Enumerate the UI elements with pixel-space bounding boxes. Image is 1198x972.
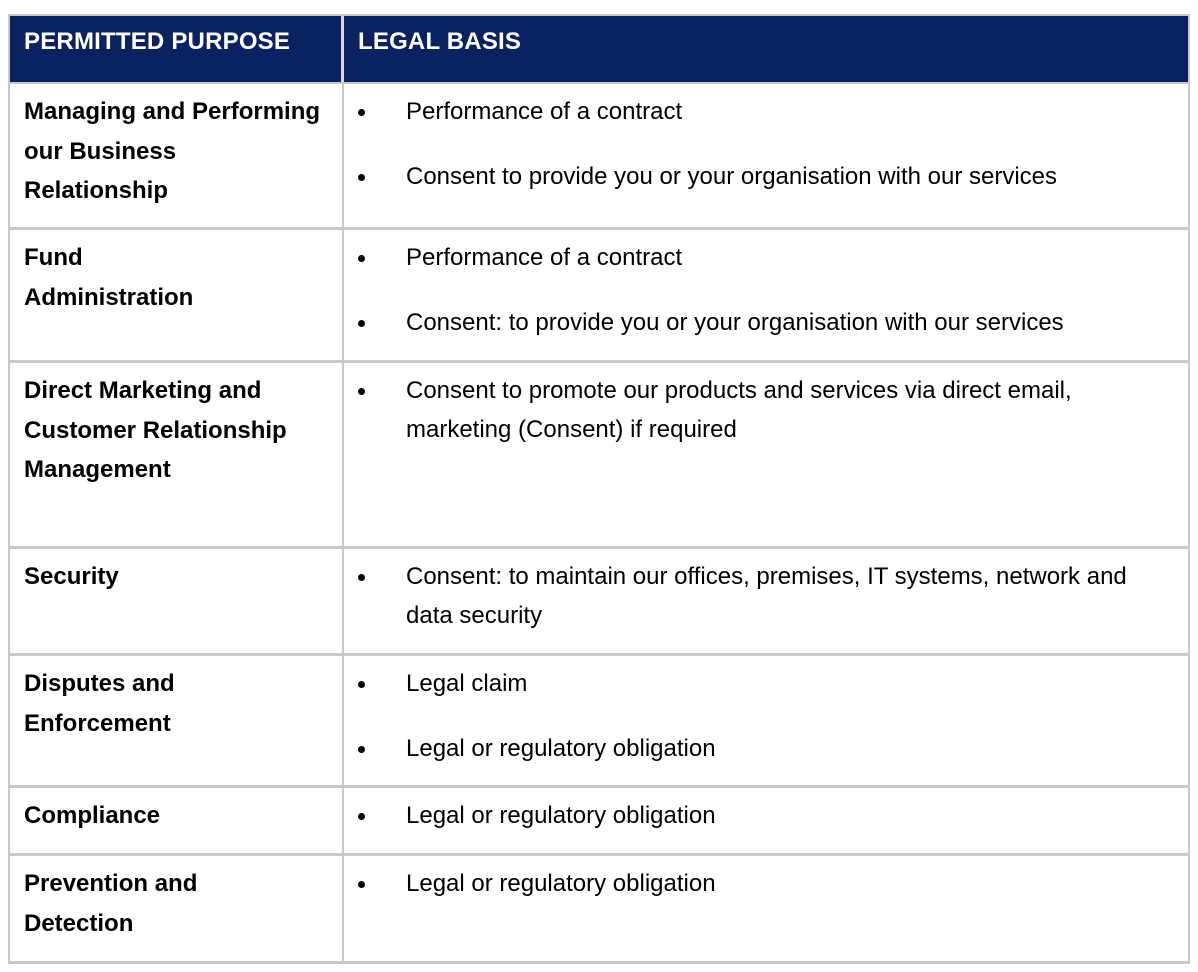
basis-cell xyxy=(344,788,1190,853)
purpose-cell: Managing and Performing our Business Relationship xyxy=(24,98,321,204)
list-item: Legal or regulatory obligation xyxy=(344,864,1168,903)
table-row xyxy=(10,856,1190,964)
bullet-icon xyxy=(358,681,365,688)
list-item: Performance of a contract xyxy=(344,92,1168,131)
table-row xyxy=(10,788,1190,856)
bullet-icon xyxy=(358,574,365,581)
bullet-icon xyxy=(358,174,365,181)
table-row xyxy=(10,363,1190,549)
table-row xyxy=(10,549,1190,656)
list-item: Performance of a contract xyxy=(344,238,1168,277)
header-legal-basis: LEGAL BASIS xyxy=(344,16,1190,82)
basis-cell xyxy=(344,549,1190,653)
list-item: Consent to provide you or your organisation with our services xyxy=(344,157,1168,196)
list-item: Consent: to provide you or your organisation with our services xyxy=(344,303,1168,342)
header-permitted-purpose: PERMITTED PURPOSE xyxy=(10,16,344,82)
table-row xyxy=(10,230,1190,363)
purpose-cell: Security xyxy=(24,563,119,590)
list-item: Legal claim xyxy=(344,664,1168,703)
purpose-cell: Fund Administration xyxy=(24,244,194,311)
bullet-icon xyxy=(358,320,365,327)
list-item: Legal or regulatory obligation xyxy=(344,796,1168,835)
bullet-icon xyxy=(358,881,365,888)
table-row xyxy=(10,84,1190,230)
bullet-icon xyxy=(358,813,365,820)
basis-list xyxy=(344,238,1168,342)
basis-cell xyxy=(344,84,1190,227)
table-header-row xyxy=(10,16,1190,84)
basis-list xyxy=(344,557,1168,635)
table-row xyxy=(10,656,1190,788)
basis-list xyxy=(344,92,1168,196)
purpose-cell: Prevention and Detection xyxy=(24,870,198,937)
basis-cell xyxy=(344,856,1190,961)
basis-list xyxy=(344,864,1168,903)
basis-list xyxy=(344,371,1168,449)
list-item: Consent: to maintain our offices, premises, IT systems, network and data security xyxy=(344,557,1168,635)
basis-cell xyxy=(344,363,1190,546)
basis-list xyxy=(344,796,1168,835)
bullet-icon xyxy=(358,388,365,395)
basis-cell xyxy=(344,656,1190,785)
bullet-icon xyxy=(358,109,365,116)
legal-basis-table xyxy=(8,14,1190,964)
bullet-icon xyxy=(358,255,365,262)
purpose-cell: Disputes and Enforcement xyxy=(24,670,175,737)
basis-list xyxy=(344,664,1168,768)
purpose-cell: Compliance xyxy=(24,802,161,829)
basis-cell xyxy=(344,230,1190,360)
list-item: Legal or regulatory obligation xyxy=(344,729,1168,768)
list-item: Consent to promote our products and services via direct email, marketing (Consent) if required xyxy=(344,371,1168,449)
purpose-cell: Direct Marketing and Customer Relationship Management xyxy=(24,377,287,483)
bullet-icon xyxy=(358,746,365,753)
